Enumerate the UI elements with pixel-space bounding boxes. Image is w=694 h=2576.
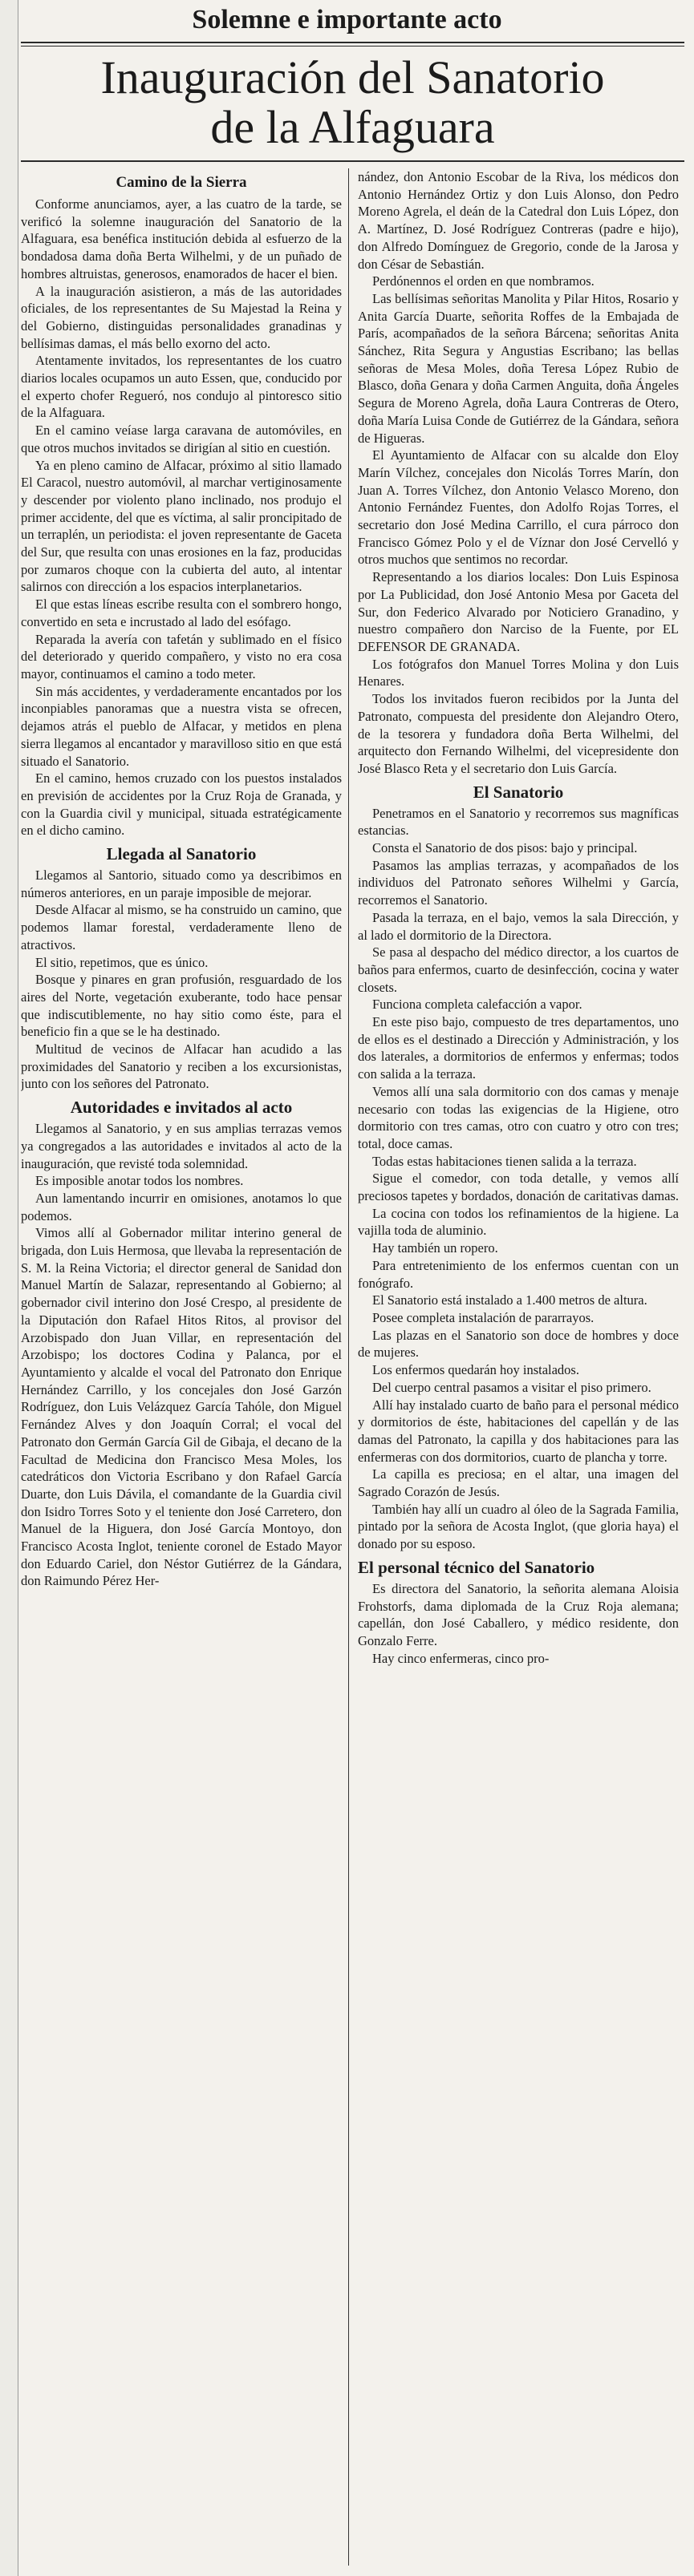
paragraph: Representando a los diarios locales: Don Luis Espinosa por La Publicidad, don José Antonio Mesa por Gaceta del Sur, don Federico Alvarado por Noticiero Granadino, y nuestro compañero don Narciso de la Fuente, por EL DEFENSOR DE GRANADA. (358, 569, 679, 654)
rule-under-headline (21, 160, 684, 162)
paragraph: Perdónennos el orden en que nombramos. (372, 273, 595, 289)
paragraph: Todos los invitados fueron recibidos por la Junta del Patronato, compuesta del presidente don Alejandro Otero, de la tesorera y fundadora doña Berta Wilhelmi, del arquitecto don Fernando Wilhelmi, del vicepresidente don José Blasco Reta y el secretario don Luis García. (358, 691, 679, 776)
paragraph: En el camino, hemos cruzado con los puestos instalados en previsión de accidentes por la Cruz Roja de Granada, y con la Guardia civil y municipal, situada estratégicamente en el dicho camino. (21, 770, 342, 839)
paragraph: La cocina con todos los refinamientos de la higiene. La vajilla toda de aluminio. (358, 1205, 679, 1239)
paragraph: Penetramos en el Sanatorio y recorremos sus magníficas estancias. (358, 805, 679, 839)
paragraph: Llegamos al Santorio, situado como ya describimos en números anteriores, en un paraje imposible de mejorar. (21, 867, 342, 900)
paragraph: Llegamos al Sanatorio, y en sus amplias terrazas vemos ya congregados a las autoridades e invitados al acto de la inauguración, que revisté toda solemnidad. (21, 1121, 342, 1171)
paragraph: Pasada la terraza, en el bajo, vemos la sala Dirección, y al lado el dormitorio de la Directora. (358, 909, 679, 943)
rule-top (21, 42, 684, 43)
paragraph: Del cuerpo central pasamos a visitar el piso primero. (372, 1379, 651, 1395)
paragraph: Atentamente invitados, los representantes de los cuatro diarios locales ocupamos un auto Essen, que, conducido por el experto chofer Regueró, nos condujo al pintoresco sitio de la Alfaguara. (21, 353, 342, 421)
paragraph: Se pasa al despacho del médico director, a los cuartos de baños para enfermos, cuarto de desinfección, cocina y water closets. (358, 944, 679, 995)
paragraph: Bosque y pinares en gran profusión, resguardado de los aires del Norte, vegetación exuberante, todo hace pensar que indiscutiblemente, no hay sitio como éste, para el beneficio fin a que se le ha destinado. (21, 972, 342, 1040)
paragraph: Desde Alfacar al mismo, se ha construido un camino, que podemos llamar forestal, verdaderamente lleno de atractivos. (21, 902, 342, 952)
paragraph: Reparada la avería con tafetán y sublimado en el físico del deteriorado y querido compañero, y visto no era cosa mayor, continuamos el camino a todo meter. (21, 631, 342, 681)
paragraph: La capilla es preciosa; en el altar, una imagen del Sagrado Corazón de Jesús. (358, 1466, 679, 1500)
paragraph: nández, don Antonio Escobar de la Riva, los médicos don Antonio Hernández Ortiz y don Luis Alonso, don Pedro Moreno Agrela, el deán de la Catedral don Luis López, don A. Martínez, D. José Rodríguez Contreras (padre e hijo), don Alfredo Domínguez de Gregorio, conde de la Jarosa y don César de Sebastián. (358, 169, 679, 272)
paragraph: Vemos allí una sala dormitorio con dos camas y menaje necesario con todas las exigencias de la Higiene, otro dormitorio con tres camas, otro con cuatro y otro con tres; total, doce camas. (358, 1083, 679, 1151)
paragraph: El que estas líneas escribe resulta con el sombrero hongo, convertido en seta e incrustado al lado del esófago. (21, 596, 342, 629)
left-margin-strip (0, 0, 18, 2576)
headline-line-2: de la Alfaguara (210, 101, 495, 153)
paragraph: El sitio, repetimos, que es único. (35, 954, 209, 970)
paragraph: Los enfermos quedarán hoy instalados. (372, 1362, 579, 1378)
paragraph: También hay allí un cuadro al óleo de la Sagrada Familia, pintado por la señora de Acosta Inglot, (que gloria haya) el donado por su esposo. (358, 1501, 679, 1552)
column-divider (348, 168, 349, 2566)
paragraph: Funciona completa calefacción a vapor. (372, 997, 582, 1013)
subheading-autoridades: Autoridades e invitados al acto (70, 1098, 293, 1118)
paragraph: Las plazas en el Sanatorio son doce de hombres y doce de mujeres. (358, 1327, 679, 1361)
paragraph: Es directora del Sanatorio, la señorita alemana Aloisia Frohstorfs, dama diplomada de la Cruz Roja alemana; capellán, don José Caballero, y médico residente, don Gonzalo Ferre. (358, 1580, 679, 1648)
paragraph: Sin más accidentes, y verdaderamente encantados por los inconpiables panoramas que a nuestra vista se ofrecen, dejamos atrás el pueblo de Alfacar, y metidos en plena sierra llegamos al encantador y maravilloso sitio en que está situado el Sanatorio. (21, 683, 342, 769)
paragraph: Ya en pleno camino de Alfacar, próximo al sitio llamado El Caracol, nuestro automóvil, al marchar vertiginosamente y descender por violento plano inclinado, nos produjo el primer accidente, del que es víctima, al salir proncipitado de un terraplén, un periodista: el joven representante de Gaceta del Sur, que resulta con unas erosiones en la faz, producidas por zumaros choque con la cubierta del auto, al intentar salirnos con dirección a los espacios interplanetarios. (21, 457, 342, 595)
paragraph: Es imposible anotar todos los nombres. (35, 1173, 244, 1189)
paragraph: Hay cinco enfermeras, cinco pro- (372, 1650, 550, 1666)
paragraph: En el camino veíase larga caravana de automóviles, en que otros muchos invitados se dirigían al sitio en cuestión. (21, 423, 342, 455)
paragraph: Hay también un ropero. (372, 1240, 498, 1256)
rule-top-thin (21, 46, 684, 47)
paragraph: A la inauguración asistieron, a más de las autoridades oficiales, de los representantes de Su Majestad la Reina y del Gobierno, distinguidas personalidades granadinas y bellísimas damas, el más bello exorno del acto. (21, 283, 342, 351)
paragraph: El Sanatorio está instalado a 1.400 metros de altura. (372, 1292, 647, 1308)
paragraph: Conforme anunciamos, ayer, a las cuatro de la tarde, se verificó la solemne inauguración del Sanatorio de la Alfaguara, esa benéfica institución debida al esfuerzo de la bondadosa dama doña Berta Wilhelmi, y de un puñado de hombres altruistas, generosos, enamorados de hacer el bien. (21, 196, 342, 281)
paragraph: Sigue el comedor, con toda detalle, y vemos allí preciosos tapetes y bordados, donación de caritativas damas. (358, 1171, 679, 1204)
paragraph: Aun lamentando incurrir en omisiones, anotamos lo que podemos. (21, 1190, 342, 1223)
paragraph: En este piso bajo, compuesto de tres departamentos, uno de ellos es el destinado a Dirección y Administración, y los dos laterales, a dormitorios de enfermos y enfermas; todos con salida a la terraza. (358, 1014, 679, 1082)
headline (21, 53, 684, 152)
paragraph: Allí hay instalado cuarto de baño para el personal médico y dormitorios de éste, habitaciones del capellán y de las damas del Patronato, la capilla y dos habitaciones para las enfermeras con dos dormitorios, cuarto de plancha y torre. (358, 1397, 679, 1465)
paragraph: Multitud de vecinos de Alfacar han acudido a las proximidades del Sanatorio y reciben a los excursionistas, junto con los señores del Patronato. (21, 1041, 342, 1092)
subheading-personal: El personal técnico del Sanatorio (358, 1557, 595, 1577)
article-column-left (21, 168, 342, 2570)
paragraph: Pasamos las amplias terrazas, y acompañados de los individuos del Patronato señores Wilhelmi y García, recorremos el Sanatorio. (358, 857, 679, 908)
paragraph: Posee completa instalación de pararrayos. (372, 1310, 595, 1325)
paragraph: Consta el Sanatorio de dos pisos: bajo y principal. (372, 840, 638, 856)
paragraph: El Ayuntamiento de Alfacar con su alcalde don Eloy Marín Vílchez, concejales don Nicolás Torres Marín, don Juan A. Torres Vílchez, don Antonio Velasco Moreno, don Antonio Fernández Fuentes, don Adolfo Rojas Torres, el secretario don José Medina Carrillo, el cura párroco don Francisco Gómez Polo y el de Víznar don José Cervelló y otros muchos que sentimos no recordar. (358, 447, 679, 568)
paragraph: Vimos allí al Gobernador militar interino general de brigada, don Luis Hermosa, que llevaba la representación de S. M. la Reina Victoria; el director general de Sanidad don Manuel Martín de Salazar, representando al Gobierno; al gobernador civil interino don José Crespo, al presidente de la Diputación don Rafael Hitos Ritos, al provisor del Arzobispado don Juan Villar, en representación del Arzobispo; los doctores Codina y Palanca, por el Ayuntamiento y alcalde el vocal del Patronato don Enrique Hernández Carrillo, y los concejales don José Garzón Rodríguez, don Luis Velázquez García Tahóle, don Miguel Fernández Alves y don Joaquín Corral; el vocal del Patronato don Germán García Gil de Gibaja, el decano de la Facultad de Medicina don Francisco Mesa Moles, los catedráticos don Victoria Escribano y don Rafael García Duarte, don Luis Dávila, el comandante de la Guardia civil don Isidro Torres Soto y el teniente don José Carretero, don Manuel de la Higuera, don José García Montoyo, don Francisco Acosta Inglot, teniente coronel de Estado Mayor don Eduardo Cariel, don Néstor Gutiérrez de la Gándara, don Raimundo Pérez Her- (21, 1225, 342, 1589)
subheading-camino: Camino de la Sierra (116, 174, 247, 191)
kicker-title: Solemne e importante acto (192, 5, 502, 34)
paragraph: Las bellísimas señoritas Manolita y Pilar Hitos, Rosario y Anita García Duarte, señorita Roffes de la Embajada de París, acompañados de la señora Bárcena; señoritas Anita Sánchez, Rita Segura y Angustias Escribano; las bellas señoras de Mesa Moles, doña Teresa López Rubio de Blasco, doña Genara y doña Carmen Anguita, doña Ángeles Segura de Moreno Agrela, doña Laura Contreras de Otero, doña María Luisa Conde de Gutiérrez de la Gándara, señora de Higueras. (358, 290, 679, 446)
subheading-sanatorio: El Sanatorio (473, 782, 564, 802)
paragraph: Para entretenimiento de los enfermos cuentan con un fonógrafo. (358, 1257, 679, 1291)
article-column-right (358, 168, 679, 2570)
subheading-llegada: Llegada al Sanatorio (106, 844, 257, 864)
headline-line-1: Inauguración del Sanatorio (100, 51, 605, 103)
paragraph: Todas estas habitaciones tienen salida a la terraza. (372, 1153, 637, 1169)
paragraph: Los fotógrafos don Manuel Torres Molina y don Luis Henares. (358, 656, 679, 689)
